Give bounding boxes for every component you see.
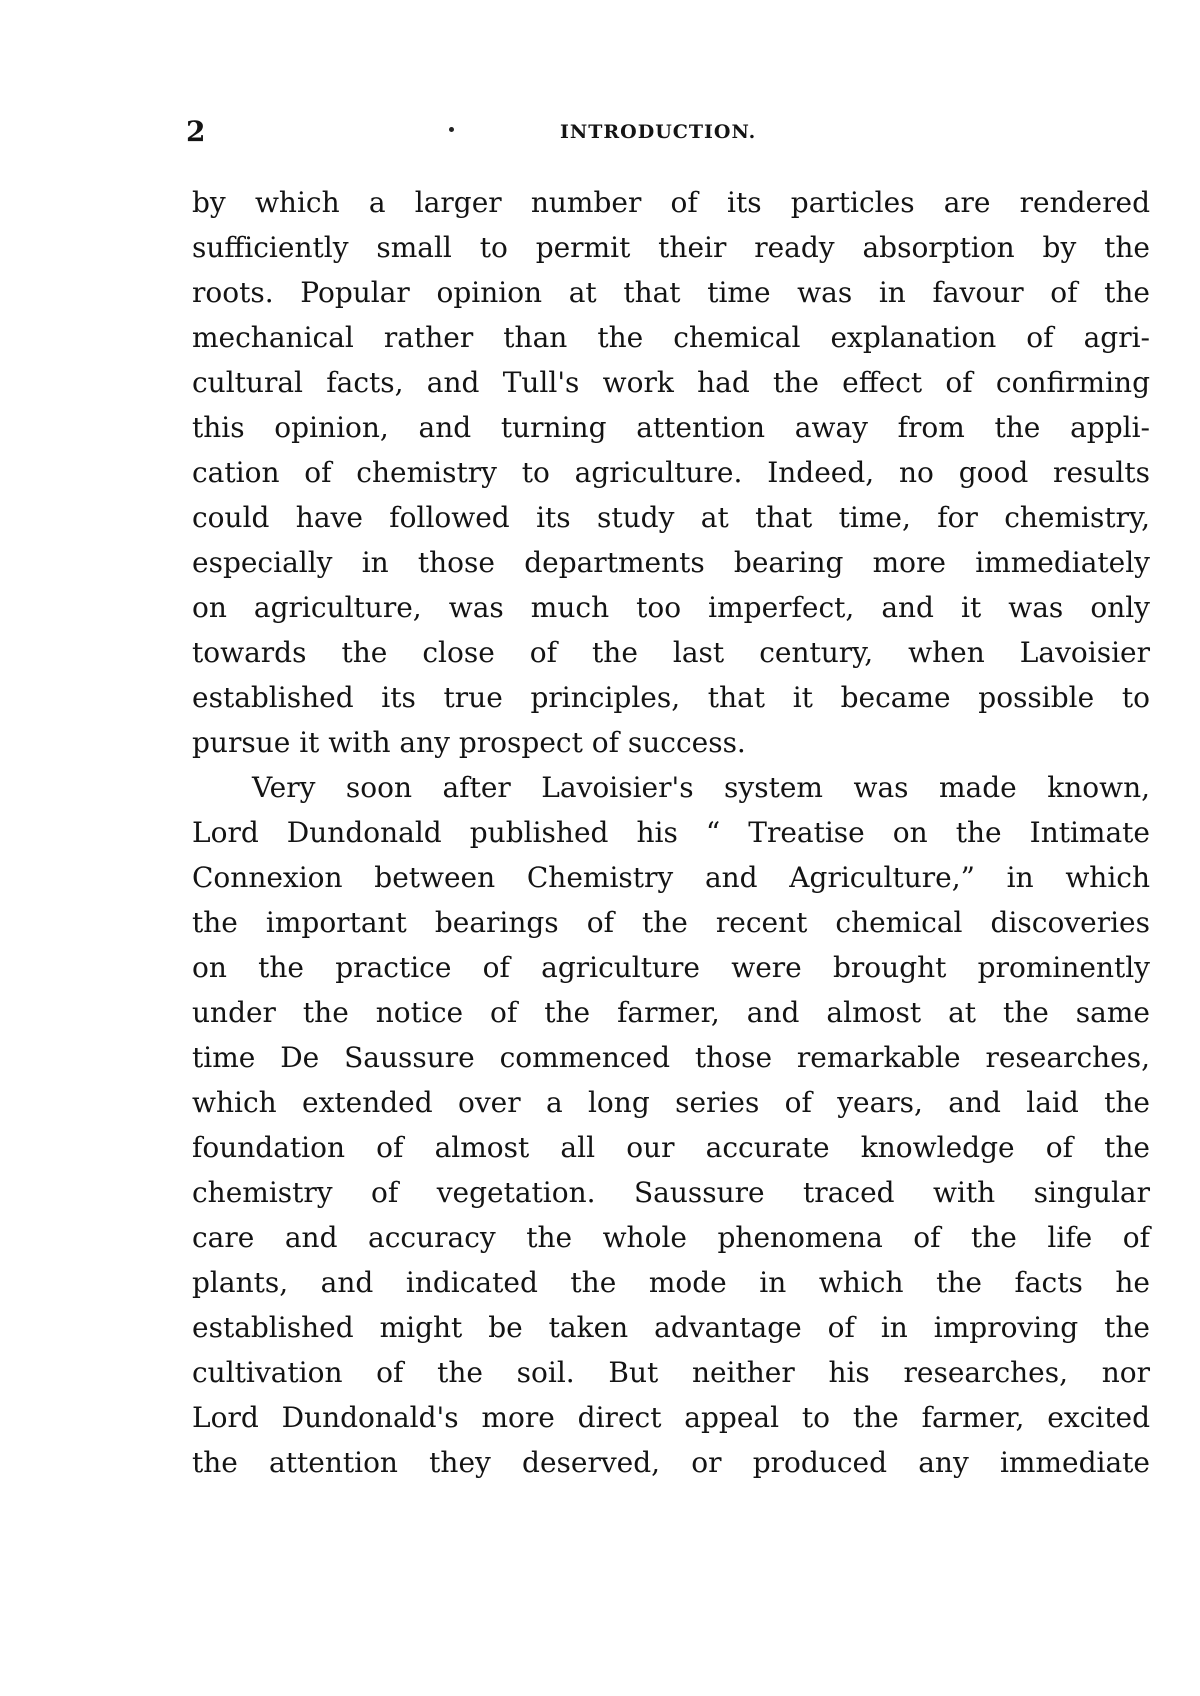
- running-title: INTRODUCTION.: [560, 121, 757, 143]
- text-line: which extended over a long series of years, and laid the: [192, 1086, 1150, 1119]
- text-line: could have followed its study at that time, for chemistry,: [192, 501, 1150, 534]
- text-line: Connexion between Chemistry and Agriculture,” in which: [192, 861, 1150, 894]
- text-line: chemistry of vegetation. Saussure traced with singular: [192, 1176, 1150, 1209]
- text-line: towards the close of the last century, when Lavoisier: [192, 636, 1150, 669]
- text-line: care and accuracy the whole phenomena of the life of: [192, 1221, 1150, 1254]
- text-line: pursue it with any prospect of success.: [192, 726, 746, 759]
- text-line: cultural facts, and Tull's work had the effect of confirming: [192, 366, 1150, 399]
- text-line: time De Saussure commenced those remarkable researches,: [192, 1041, 1150, 1074]
- text-line: by which a larger number of its particles are rendered: [192, 186, 1150, 219]
- text-line: established its true principles, that it became possible to: [192, 681, 1150, 714]
- text-line: the attention they deserved, or produced any immediate: [192, 1446, 1150, 1479]
- text-line: the important bearings of the recent chemical discoveries: [192, 906, 1150, 939]
- page-number: 2: [186, 115, 206, 148]
- text-line: Lord Dundonald's more direct appeal to the farmer, excited: [192, 1401, 1150, 1434]
- running-head: [186, 112, 1146, 152]
- paragraph-first-line: Very soon after Lavoisier's system was made known,: [252, 771, 1150, 804]
- text-line: plants, and indicated the mode in which the facts he: [192, 1266, 1150, 1299]
- text-line: on the practice of agriculture were brought prominently: [192, 951, 1150, 984]
- body-text: [192, 180, 1150, 1485]
- text-line: under the notice of the farmer, and almost at the same: [192, 996, 1150, 1029]
- text-line: Lord Dundonald published his “ Treatise on the Intimate: [192, 816, 1150, 849]
- text-line: cultivation of the soil. But neither his researches, nor: [192, 1356, 1150, 1389]
- text-line: foundation of almost all our accurate knowledge of the: [192, 1131, 1150, 1164]
- text-line: mechanical rather than the chemical explanation of agri-: [192, 321, 1150, 354]
- ink-speck: [449, 127, 454, 132]
- text-line: especially in those departments bearing more immediately: [192, 546, 1150, 579]
- text-line: established might be taken advantage of in improving the: [192, 1311, 1150, 1344]
- text-line: roots. Popular opinion at that time was in favour of the: [192, 276, 1150, 309]
- text-line: cation of chemistry to agriculture. Indeed, no good results: [192, 456, 1150, 489]
- text-line: this opinion, and turning attention away from the appli-: [192, 411, 1150, 444]
- text-line: on agriculture, was much too imperfect, and it was only: [192, 591, 1150, 624]
- text-line: sufficiently small to permit their ready absorption by the: [192, 231, 1150, 264]
